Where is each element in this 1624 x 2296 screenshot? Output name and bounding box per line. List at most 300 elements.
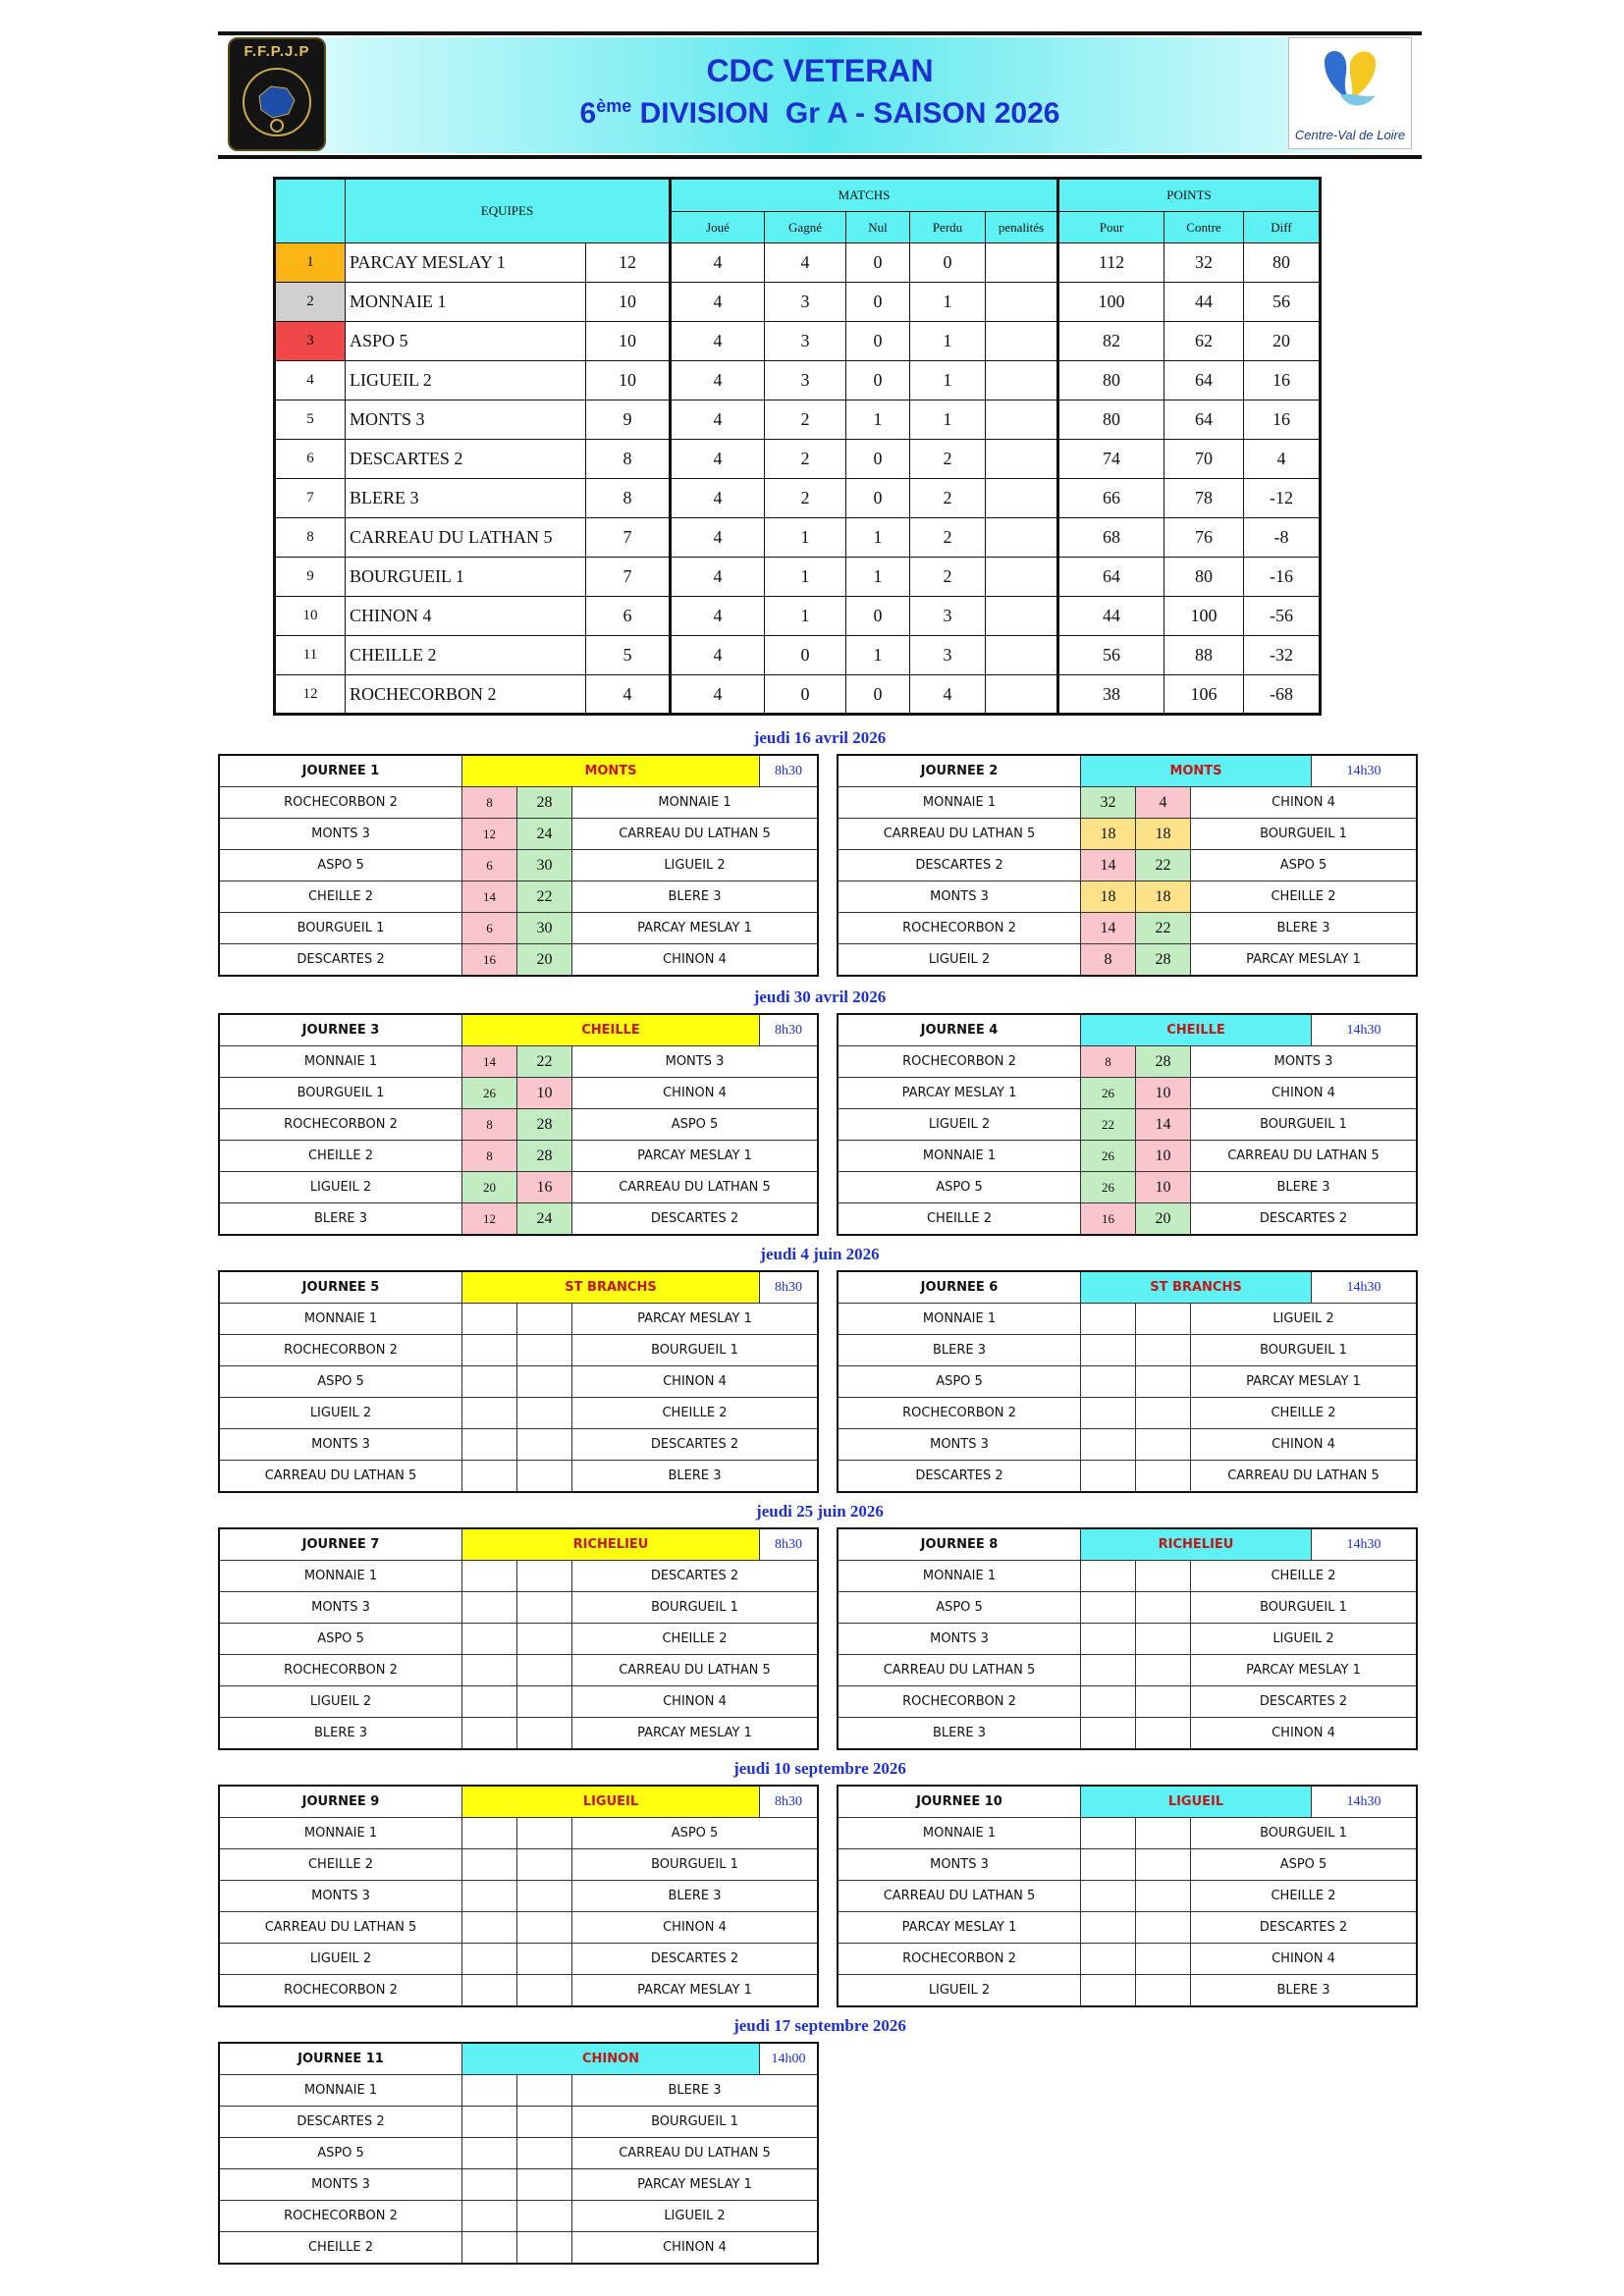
- journee-table: [837, 1013, 1418, 1236]
- home-score: 20: [462, 1172, 517, 1203]
- home-team: ROCHECORBON 2: [219, 1335, 462, 1366]
- home-team: MONTS 3: [838, 1429, 1081, 1461]
- match-row: [219, 1818, 818, 1849]
- perdu-cell: 1: [910, 361, 986, 400]
- journee-header-row: [219, 2043, 818, 2075]
- away-team: CHINON 4: [1191, 1078, 1418, 1109]
- match-row: [219, 1046, 818, 1078]
- home-team: LIGUEIL 2: [219, 1398, 462, 1429]
- home-team: MONTS 3: [219, 2169, 462, 2201]
- home-score: 14: [1081, 913, 1136, 944]
- points-header: POINTS: [1058, 179, 1321, 212]
- pour-cell: 74: [1058, 440, 1164, 479]
- journee-header-row: [219, 1528, 818, 1561]
- away-score: [517, 1366, 572, 1398]
- team-name-cell: ROCHECORBON 2: [346, 675, 586, 715]
- penalites-cell: [986, 479, 1058, 518]
- away-score: [517, 1398, 572, 1429]
- match-row: [838, 1561, 1417, 1592]
- away-team: ASPO 5: [1191, 1849, 1418, 1881]
- home-score: [462, 1592, 517, 1624]
- gagne-cell: 1: [765, 518, 846, 558]
- pour-cell: 112: [1058, 243, 1164, 283]
- home-score: [1081, 1366, 1136, 1398]
- match-row: [838, 1335, 1417, 1366]
- team-name-cell: MONTS 3: [346, 400, 586, 440]
- home-team: CARREAU DU LATHAN 5: [219, 1461, 462, 1493]
- journee-title: JOURNEE 2: [838, 755, 1081, 787]
- journee-time: 8h30: [760, 1271, 819, 1304]
- joue-cell: 4: [671, 283, 765, 322]
- nul-cell: 0: [846, 361, 910, 400]
- away-score: 30: [517, 850, 572, 881]
- away-team: BLERE 3: [572, 881, 819, 913]
- points-cell: 10: [586, 283, 671, 322]
- away-team: BOURGUEIL 1: [1191, 1109, 1418, 1141]
- rank-cell: 4: [275, 361, 346, 400]
- away-score: 10: [1136, 1141, 1191, 1172]
- gagne-cell: 4: [765, 243, 846, 283]
- away-score: [1136, 1398, 1191, 1429]
- rank-cell: 6: [275, 440, 346, 479]
- journee-table: [837, 754, 1418, 977]
- match-row: [219, 2075, 818, 2107]
- match-row: [838, 1461, 1417, 1493]
- rank-header: [275, 179, 346, 243]
- perdu-header: Perdu: [910, 212, 986, 243]
- away-team: PARCAY MESLAY 1: [572, 1975, 819, 2007]
- away-score: 22: [517, 881, 572, 913]
- perdu-cell: 3: [910, 597, 986, 636]
- gagne-cell: 3: [765, 283, 846, 322]
- match-row: [219, 913, 818, 944]
- match-row: [219, 881, 818, 913]
- match-row: [838, 881, 1417, 913]
- away-score: [517, 2201, 572, 2232]
- nul-cell: 1: [846, 400, 910, 440]
- journee-location: LIGUEIL: [462, 1786, 760, 1818]
- away-score: 10: [517, 1078, 572, 1109]
- home-team: MONTS 3: [219, 1881, 462, 1912]
- joue-cell: 4: [671, 361, 765, 400]
- contre-cell: 62: [1164, 322, 1244, 361]
- home-team: ROCHECORBON 2: [219, 2201, 462, 2232]
- away-team: CHEILLE 2: [1191, 1561, 1418, 1592]
- match-row: [838, 1592, 1417, 1624]
- joue-header: Joué: [671, 212, 765, 243]
- home-score: [462, 2201, 517, 2232]
- home-team: ASPO 5: [219, 2138, 462, 2169]
- ranking-table: [273, 177, 1322, 716]
- match-row: [219, 2169, 818, 2201]
- pour-cell: 44: [1058, 597, 1164, 636]
- away-team: PARCAY MESLAY 1: [572, 1718, 819, 1750]
- home-score: 26: [462, 1078, 517, 1109]
- away-score: [1136, 1304, 1191, 1335]
- away-score: [517, 1881, 572, 1912]
- journee-location: MONTS: [1081, 755, 1312, 787]
- home-score: 26: [1081, 1078, 1136, 1109]
- pour-cell: 100: [1058, 283, 1164, 322]
- rank-cell: 11: [275, 636, 346, 675]
- nul-cell: 1: [846, 558, 910, 597]
- away-score: [517, 1975, 572, 2007]
- match-row: [219, 2138, 818, 2169]
- home-team: MONNAIE 1: [838, 1818, 1081, 1849]
- pour-cell: 66: [1058, 479, 1164, 518]
- team-name-cell: LIGUEIL 2: [346, 361, 586, 400]
- match-row: [838, 1429, 1417, 1461]
- away-score: [517, 1849, 572, 1881]
- header-bottom-rule: [218, 155, 1422, 159]
- home-score: [462, 1686, 517, 1718]
- perdu-cell: 0: [910, 243, 986, 283]
- away-score: [517, 1944, 572, 1975]
- home-team: BLERE 3: [219, 1203, 462, 1236]
- home-team: ROCHECORBON 2: [838, 1944, 1081, 1975]
- ranking-row: [275, 283, 1321, 322]
- diff-cell: -12: [1244, 479, 1321, 518]
- home-score: [1081, 1881, 1136, 1912]
- home-team: MONNAIE 1: [838, 787, 1081, 819]
- match-row: [219, 1461, 818, 1493]
- contre-header: Contre: [1164, 212, 1244, 243]
- home-score: [1081, 1398, 1136, 1429]
- gagne-cell: 2: [765, 479, 846, 518]
- match-row: [219, 1561, 818, 1592]
- home-team: CHEILLE 2: [219, 2232, 462, 2265]
- match-row: [838, 1046, 1417, 1078]
- gagne-cell: 2: [765, 440, 846, 479]
- away-team: PARCAY MESLAY 1: [1191, 1366, 1418, 1398]
- home-team: ASPO 5: [838, 1366, 1081, 1398]
- away-team: BOURGUEIL 1: [572, 1849, 819, 1881]
- home-score: [462, 1912, 517, 1944]
- journee-time: 14h30: [1312, 1786, 1418, 1818]
- home-team: LIGUEIL 2: [838, 1109, 1081, 1141]
- away-team: PARCAY MESLAY 1: [1191, 1655, 1418, 1686]
- match-date: jeudi 4 juin 2026: [760, 1245, 880, 1263]
- ranking-row: [275, 518, 1321, 558]
- away-team: PARCAY MESLAY 1: [1191, 944, 1418, 977]
- home-team: MONTS 3: [838, 1849, 1081, 1881]
- diff-cell: -8: [1244, 518, 1321, 558]
- equipes-header: EQUIPES: [346, 179, 671, 243]
- home-team: ROCHECORBON 2: [838, 1686, 1081, 1718]
- journee-table: [837, 1527, 1418, 1750]
- away-team: ASPO 5: [1191, 850, 1418, 881]
- contre-cell: 78: [1164, 479, 1244, 518]
- journee-title: JOURNEE 10: [838, 1786, 1081, 1818]
- home-score: [462, 1304, 517, 1335]
- rank-cell: 7: [275, 479, 346, 518]
- diff-header: Diff: [1244, 212, 1321, 243]
- home-score: [1081, 1335, 1136, 1366]
- home-score: [462, 1655, 517, 1686]
- home-score: [1081, 1849, 1136, 1881]
- home-team: DESCARTES 2: [219, 2107, 462, 2138]
- perdu-cell: 2: [910, 479, 986, 518]
- away-team: CARREAU DU LATHAN 5: [572, 1655, 819, 1686]
- away-score: [1136, 1461, 1191, 1493]
- team-name-cell: BOURGUEIL 1: [346, 558, 586, 597]
- home-team: CARREAU DU LATHAN 5: [219, 1912, 462, 1944]
- home-score: [462, 1461, 517, 1493]
- pour-cell: 64: [1058, 558, 1164, 597]
- away-score: [517, 1592, 572, 1624]
- away-score: [517, 2107, 572, 2138]
- match-row: [838, 1818, 1417, 1849]
- away-score: [1136, 1912, 1191, 1944]
- journee-title: JOURNEE 8: [838, 1528, 1081, 1561]
- gagne-cell: 3: [765, 361, 846, 400]
- away-score: [1136, 1561, 1191, 1592]
- home-score: [462, 1975, 517, 2007]
- joue-cell: 4: [671, 636, 765, 675]
- journee-location: LIGUEIL: [1081, 1786, 1312, 1818]
- joue-cell: 4: [671, 558, 765, 597]
- home-score: 18: [1081, 819, 1136, 850]
- gagne-cell: 0: [765, 636, 846, 675]
- home-score: 16: [462, 944, 517, 977]
- home-team: CARREAU DU LATHAN 5: [838, 1881, 1081, 1912]
- away-score: [1136, 1881, 1191, 1912]
- away-team: BLERE 3: [572, 1881, 819, 1912]
- away-score: 4: [1136, 787, 1191, 819]
- home-score: [1081, 1686, 1136, 1718]
- subtitle-number: 6: [579, 97, 597, 130]
- home-score: 22: [1081, 1109, 1136, 1141]
- ranking-row: [275, 675, 1321, 715]
- home-team: BLERE 3: [838, 1335, 1081, 1366]
- away-score: [1136, 1944, 1191, 1975]
- home-score: [462, 1718, 517, 1750]
- diff-cell: 20: [1244, 322, 1321, 361]
- penalites-cell: [986, 597, 1058, 636]
- match-row: [219, 1366, 818, 1398]
- home-score: [1081, 1592, 1136, 1624]
- perdu-cell: 2: [910, 440, 986, 479]
- journee-table: [837, 1785, 1418, 2007]
- page-header: [218, 31, 1422, 159]
- away-team: BOURGUEIL 1: [572, 1335, 819, 1366]
- diff-cell: 80: [1244, 243, 1321, 283]
- joue-cell: 4: [671, 518, 765, 558]
- nul-cell: 0: [846, 479, 910, 518]
- away-team: LIGUEIL 2: [572, 850, 819, 881]
- contre-cell: 32: [1164, 243, 1244, 283]
- journee-title: JOURNEE 9: [219, 1786, 462, 1818]
- penalites-cell: [986, 440, 1058, 479]
- home-team: MONTS 3: [219, 1592, 462, 1624]
- points-cell: 5: [586, 636, 671, 675]
- joue-cell: 4: [671, 400, 765, 440]
- match-row: [838, 1141, 1417, 1172]
- penalites-cell: [986, 283, 1058, 322]
- home-team: ROCHECORBON 2: [219, 1655, 462, 1686]
- home-score: 8: [462, 1109, 517, 1141]
- match-row: [838, 1881, 1417, 1912]
- away-team: CARREAU DU LATHAN 5: [572, 1172, 819, 1203]
- team-name-cell: ASPO 5: [346, 322, 586, 361]
- home-team: DESCARTES 2: [838, 850, 1081, 881]
- page-subtitle: [218, 96, 1422, 131]
- away-team: LIGUEIL 2: [1191, 1304, 1418, 1335]
- journee-header-row: [838, 1014, 1417, 1046]
- match-row: [838, 1686, 1417, 1718]
- perdu-cell: 2: [910, 518, 986, 558]
- journee-time: 8h30: [760, 755, 819, 787]
- home-score: [1081, 1975, 1136, 2007]
- match-row: [219, 1624, 818, 1655]
- match-row: [219, 1398, 818, 1429]
- away-team: MONTS 3: [1191, 1046, 1418, 1078]
- away-score: 30: [517, 913, 572, 944]
- away-score: [517, 1561, 572, 1592]
- joue-cell: 4: [671, 597, 765, 636]
- away-score: [517, 2075, 572, 2107]
- match-row: [219, 1944, 818, 1975]
- penalites-cell: [986, 322, 1058, 361]
- diff-cell: -16: [1244, 558, 1321, 597]
- away-team: LIGUEIL 2: [1191, 1624, 1418, 1655]
- away-team: CARREAU DU LATHAN 5: [1191, 1461, 1418, 1493]
- home-team: MONTS 3: [219, 1429, 462, 1461]
- home-team: ASPO 5: [219, 850, 462, 881]
- pour-cell: 38: [1058, 675, 1164, 715]
- match-row: [838, 1718, 1417, 1750]
- journee-location: CHEILLE: [1081, 1014, 1312, 1046]
- penalites-cell: [986, 400, 1058, 440]
- perdu-cell: 1: [910, 400, 986, 440]
- home-score: [462, 1366, 517, 1398]
- away-score: [517, 1686, 572, 1718]
- region-logo: [1288, 37, 1412, 149]
- journee-time: 14h30: [1312, 1528, 1418, 1561]
- points-cell: 9: [586, 400, 671, 440]
- match-row: [838, 787, 1417, 819]
- match-row: [838, 944, 1417, 977]
- gagne-header: Gagné: [765, 212, 846, 243]
- match-row: [838, 1366, 1417, 1398]
- journee-location: CHINON: [462, 2043, 760, 2075]
- home-score: 18: [1081, 881, 1136, 913]
- penalites-cell: [986, 558, 1058, 597]
- match-row: [838, 1944, 1417, 1975]
- journee-location: ST BRANCHS: [1081, 1271, 1312, 1304]
- away-score: [517, 1304, 572, 1335]
- points-cell: 8: [586, 440, 671, 479]
- away-team: CARREAU DU LATHAN 5: [1191, 1141, 1418, 1172]
- home-score: 8: [1081, 944, 1136, 977]
- home-team: CHEILLE 2: [219, 1141, 462, 1172]
- away-score: [1136, 1975, 1191, 2007]
- home-score: 12: [462, 819, 517, 850]
- away-team: CHINON 4: [572, 1686, 819, 1718]
- contre-cell: 64: [1164, 400, 1244, 440]
- away-team: BOURGUEIL 1: [1191, 1335, 1418, 1366]
- away-team: MONNAIE 1: [572, 787, 819, 819]
- home-score: [462, 2232, 517, 2265]
- match-row: [219, 1975, 818, 2007]
- match-row: [219, 2232, 818, 2265]
- nul-cell: 1: [846, 636, 910, 675]
- perdu-cell: 1: [910, 283, 986, 322]
- match-row: [219, 1718, 818, 1750]
- home-team: MONNAIE 1: [838, 1561, 1081, 1592]
- ffpjp-logo-text: F.F.P.J.P: [244, 43, 310, 60]
- away-team: CHEILLE 2: [572, 1624, 819, 1655]
- away-team: ASPO 5: [572, 1109, 819, 1141]
- home-score: 6: [462, 850, 517, 881]
- rank-cell: 10: [275, 597, 346, 636]
- away-score: 28: [517, 787, 572, 819]
- home-score: 26: [1081, 1172, 1136, 1203]
- match-row: [219, 1429, 818, 1461]
- home-score: [1081, 1912, 1136, 1944]
- away-team: BLERE 3: [572, 1461, 819, 1493]
- contre-cell: 80: [1164, 558, 1244, 597]
- match-row: [838, 1078, 1417, 1109]
- pour-cell: 68: [1058, 518, 1164, 558]
- home-team: BLERE 3: [838, 1718, 1081, 1750]
- diff-cell: 16: [1244, 400, 1321, 440]
- away-team: CHINON 4: [1191, 1944, 1418, 1975]
- match-row: [219, 944, 818, 977]
- home-score: [1081, 1429, 1136, 1461]
- match-row: [219, 1078, 818, 1109]
- journee-location: RICHELIEU: [462, 1528, 760, 1561]
- contre-cell: 106: [1164, 675, 1244, 715]
- away-score: 20: [517, 944, 572, 977]
- away-score: [517, 2169, 572, 2201]
- ranking-row: [275, 440, 1321, 479]
- away-team: BOURGUEIL 1: [1191, 1818, 1418, 1849]
- away-team: CHEILLE 2: [572, 1398, 819, 1429]
- journee-table: [218, 2042, 819, 2265]
- away-score: [517, 1335, 572, 1366]
- home-team: LIGUEIL 2: [219, 1944, 462, 1975]
- match-date: jeudi 10 septembre 2026: [733, 1759, 906, 1778]
- home-score: 8: [462, 787, 517, 819]
- match-row: [838, 1172, 1417, 1203]
- home-team: MONNAIE 1: [838, 1141, 1081, 1172]
- points-cell: 8: [586, 479, 671, 518]
- match-row: [219, 2107, 818, 2138]
- away-score: [1136, 1624, 1191, 1655]
- home-team: MONNAIE 1: [219, 1561, 462, 1592]
- ranking-row: [275, 636, 1321, 675]
- perdu-cell: 4: [910, 675, 986, 715]
- match-row: [838, 1109, 1417, 1141]
- home-team: CARREAU DU LATHAN 5: [838, 819, 1081, 850]
- journee-table: [218, 1270, 819, 1493]
- away-team: DESCARTES 2: [572, 1429, 819, 1461]
- penalites-cell: [986, 518, 1058, 558]
- away-score: 22: [1136, 913, 1191, 944]
- away-score: [1136, 1818, 1191, 1849]
- match-row: [219, 1686, 818, 1718]
- match-row: [838, 1624, 1417, 1655]
- home-score: [462, 1561, 517, 1592]
- home-score: [462, 1818, 517, 1849]
- team-name-cell: CARREAU DU LATHAN 5: [346, 518, 586, 558]
- away-score: [517, 2232, 572, 2265]
- journee-time: 14h30: [1312, 1014, 1418, 1046]
- away-team: BLERE 3: [1191, 1975, 1418, 2007]
- home-team: BOURGUEIL 1: [219, 1078, 462, 1109]
- away-score: [1136, 1366, 1191, 1398]
